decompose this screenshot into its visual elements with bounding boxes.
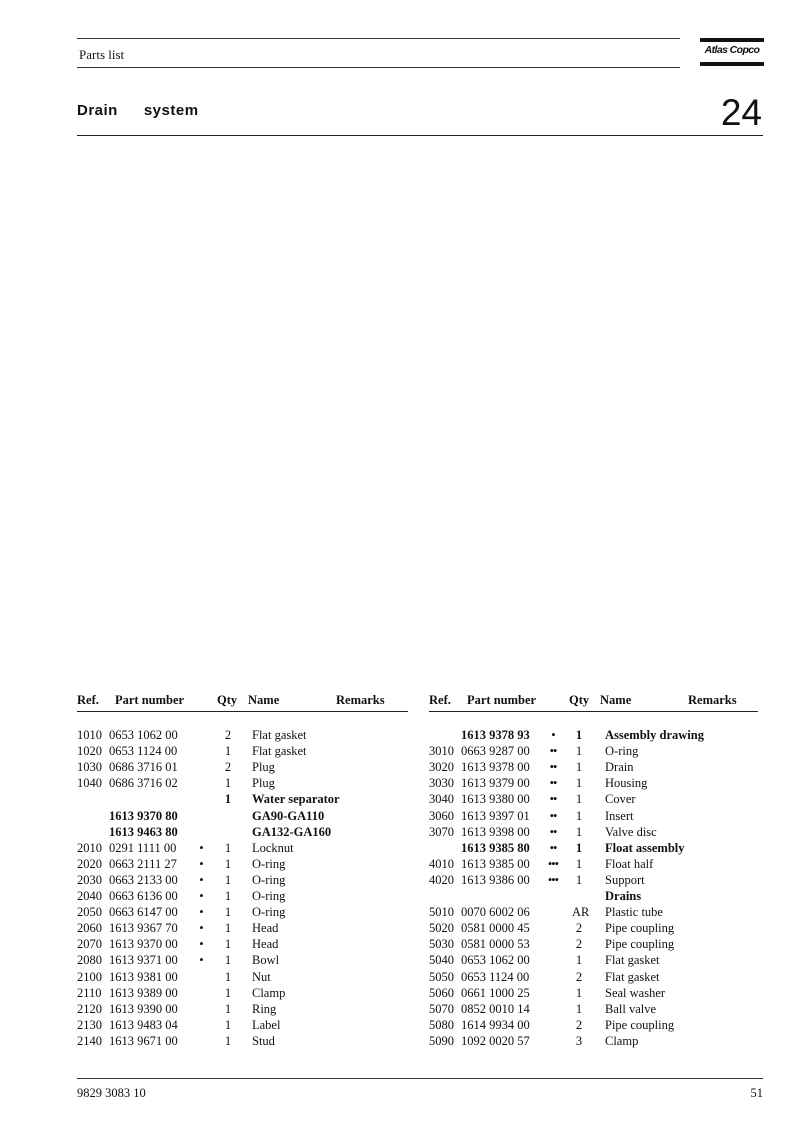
table-row — [77, 888, 408, 904]
cell-qty: 1 — [224, 792, 232, 807]
cell-name: O-ring — [252, 889, 286, 904]
cell-part-number: 0291 1111 00 — [109, 840, 177, 855]
cell-ref: 3060 — [429, 808, 454, 823]
table-body — [429, 711, 758, 1049]
cell-ref: 5090 — [429, 1033, 454, 1048]
cell-name: Nut — [252, 969, 271, 984]
cell-ref: 2130 — [77, 1017, 102, 1032]
cell-kit-marker: • — [199, 937, 203, 952]
table-row — [429, 808, 758, 824]
col-ref: Ref. — [429, 693, 451, 707]
cell-name: O-ring — [252, 856, 286, 871]
cell-qty: 1 — [224, 905, 232, 920]
cell-ref: 1030 — [77, 760, 102, 775]
cell-part-number: 1613 9463 80 — [109, 824, 178, 839]
cell-name: Clamp — [252, 985, 286, 1000]
col-part-number: Part number — [115, 693, 185, 707]
cell-ref: 3030 — [429, 776, 454, 791]
parts-table-left — [77, 693, 408, 1049]
cell-qty: 1 — [575, 744, 583, 759]
cell-ref: 5040 — [429, 953, 454, 968]
brand-text: Atlas Copco — [704, 44, 760, 56]
cell-name: O-ring — [252, 872, 286, 887]
cell-kit-marker: • — [199, 856, 203, 871]
cell-part-number: 0581 0000 45 — [461, 921, 530, 936]
table-row — [429, 888, 758, 904]
cell-name: Stud — [252, 1033, 275, 1048]
table-row — [429, 1001, 758, 1017]
cell-ref: 2100 — [77, 969, 102, 984]
cell-kit-marker: • — [551, 728, 555, 743]
table-row — [77, 727, 408, 743]
table-row — [77, 872, 408, 888]
cell-qty: 1 — [224, 1001, 232, 1016]
cell-part-number: 0663 2133 00 — [109, 872, 178, 887]
table-row — [77, 1001, 408, 1017]
table-row — [429, 1033, 758, 1049]
cell-part-number: 1613 9370 00 — [109, 937, 178, 952]
cell-name: Flat gasket — [605, 953, 660, 968]
cell-qty: 1 — [224, 1017, 232, 1032]
title-rule — [77, 135, 763, 136]
cell-part-number: 1613 9378 93 — [461, 728, 530, 743]
cell-part-number: 1613 9397 01 — [461, 808, 530, 823]
table-row — [429, 856, 758, 872]
cell-ref: 2110 — [77, 985, 102, 1000]
cell-qty: 2 — [224, 760, 232, 775]
cell-name: Seal washer — [605, 985, 666, 1000]
cell-ref: 2010 — [77, 840, 102, 855]
cell-kit-marker: •• — [549, 792, 557, 807]
cell-name: Clamp — [605, 1033, 639, 1048]
cell-qty: 1 — [575, 1001, 583, 1016]
cell-ref: 3070 — [429, 824, 454, 839]
table-row — [77, 759, 408, 775]
table-row — [77, 791, 408, 807]
cell-name: Pipe coupling — [605, 921, 675, 936]
cell-qty: 1 — [224, 744, 232, 759]
cell-qty: 1 — [224, 840, 232, 855]
table-row — [429, 824, 758, 840]
cell-part-number: 1614 9934 00 — [461, 1017, 530, 1032]
table-row — [429, 1017, 758, 1033]
table-row — [77, 969, 408, 985]
table-row — [429, 775, 758, 791]
cell-part-number: 1613 9483 04 — [109, 1017, 178, 1032]
cell-name: Assembly drawing — [605, 728, 704, 743]
cell-part-number: 0581 0000 53 — [461, 937, 530, 952]
cell-part-number: 0663 9287 00 — [461, 744, 530, 759]
table-row — [77, 952, 408, 968]
cell-name: Float half — [605, 856, 654, 871]
cell-qty: 2 — [575, 937, 583, 952]
cell-ref: 5060 — [429, 985, 454, 1000]
cell-name: Insert — [605, 808, 634, 823]
table-row — [429, 711, 758, 727]
cell-qty: 2 — [575, 921, 583, 936]
cell-part-number: 0661 1000 25 — [461, 985, 530, 1000]
cell-ref: 3020 — [429, 760, 454, 775]
cell-qty: 1 — [224, 937, 232, 952]
cell-name: O-ring — [605, 744, 639, 759]
cell-kit-marker: • — [199, 872, 203, 887]
cell-qty: 1 — [224, 985, 232, 1000]
cell-part-number: 1613 9386 00 — [461, 872, 530, 887]
cell-qty: 1 — [224, 969, 232, 984]
cell-kit-marker: •• — [549, 840, 557, 855]
table-row — [429, 727, 758, 743]
cell-qty: 1 — [224, 889, 232, 904]
cell-qty: 1 — [575, 840, 583, 855]
header-rule-bottom — [77, 67, 680, 68]
cell-ref: 5070 — [429, 1001, 454, 1016]
document-number: 9829 3083 10 — [77, 1086, 146, 1100]
table-row — [429, 759, 758, 775]
cell-name: Head — [252, 921, 279, 936]
cell-qty: 1 — [575, 953, 583, 968]
cell-qty: 3 — [575, 1033, 583, 1048]
col-name: Name — [248, 693, 280, 707]
parts-table-right — [429, 693, 758, 1049]
cell-name: Plug — [252, 760, 275, 775]
cell-qty: 2 — [224, 728, 232, 743]
table-row — [429, 743, 758, 759]
cell-name: Plug — [252, 776, 275, 791]
cell-ref: 2120 — [77, 1001, 102, 1016]
header-label: Parts list — [79, 47, 125, 62]
cell-name: Water separator — [252, 792, 340, 807]
cell-qty: 2 — [575, 969, 583, 984]
cell-name: Drains — [605, 889, 642, 904]
cell-part-number: 1613 9378 00 — [461, 760, 530, 775]
table-row — [77, 920, 408, 936]
cell-kit-marker: • — [199, 921, 203, 936]
cell-name: Pipe coupling — [605, 1017, 675, 1032]
cell-qty: 1 — [575, 760, 583, 775]
cell-ref: 5020 — [429, 921, 454, 936]
cell-qty: 1 — [224, 1033, 232, 1048]
cell-qty: 1 — [575, 808, 583, 823]
cell-name: GA90-GA110 — [252, 808, 325, 823]
cell-name: Float assembly — [605, 840, 685, 855]
cell-kit-marker: • — [199, 905, 203, 920]
page-number: 51 — [750, 1086, 763, 1100]
cell-qty: 1 — [575, 872, 583, 887]
cell-ref: 2060 — [77, 921, 102, 936]
cell-qty: AR — [572, 905, 590, 920]
cell-kit-marker: •• — [549, 744, 557, 759]
cell-part-number: 0686 3716 02 — [109, 776, 178, 791]
table-row — [77, 808, 408, 824]
cell-kit-marker: • — [199, 889, 203, 904]
cell-ref: 2040 — [77, 889, 102, 904]
cell-name: Drain — [605, 760, 634, 775]
cell-name: Flat gasket — [252, 728, 307, 743]
cell-qty: 1 — [575, 985, 583, 1000]
cell-ref: 2020 — [77, 856, 102, 871]
cell-part-number: 1613 9398 00 — [461, 824, 530, 839]
cell-kit-marker: ••• — [547, 856, 559, 871]
cell-name: Bowl — [252, 953, 280, 968]
cell-part-number: 0663 6147 00 — [109, 905, 178, 920]
table-row — [77, 904, 408, 920]
cell-qty: 1 — [224, 776, 232, 791]
page-title — [77, 102, 199, 119]
col-remarks: Remarks — [336, 693, 385, 707]
cell-name: Valve disc — [605, 824, 657, 839]
cell-name: Support — [605, 872, 645, 887]
cell-part-number: 0852 0010 14 — [461, 1001, 530, 1016]
cell-part-number: 1613 9371 00 — [109, 953, 178, 968]
table-row — [77, 856, 408, 872]
cell-part-number: 1613 9370 80 — [109, 808, 178, 823]
cell-ref: 2140 — [77, 1033, 102, 1048]
col-qty: Qty — [569, 693, 590, 707]
cell-kit-marker: • — [199, 953, 203, 968]
cell-kit-marker: • — [199, 840, 203, 855]
cell-part-number: 1613 9379 00 — [461, 776, 530, 791]
cell-ref: 4010 — [429, 856, 454, 871]
cell-name: Ring — [252, 1001, 277, 1016]
chapter-number: 24 — [720, 92, 762, 133]
table-row — [429, 840, 758, 856]
cell-ref: 1020 — [77, 744, 102, 759]
table-header — [429, 693, 758, 711]
cell-ref: 5010 — [429, 905, 454, 920]
cell-name: Flat gasket — [252, 744, 307, 759]
table-row — [429, 952, 758, 968]
cell-name: Pipe coupling — [605, 937, 675, 952]
cell-kit-marker: •• — [549, 808, 557, 823]
col-name: Name — [600, 693, 632, 707]
cell-kit-marker: •• — [549, 824, 557, 839]
cell-qty: 1 — [575, 776, 583, 791]
cell-part-number: 0653 1062 00 — [461, 953, 530, 968]
cell-part-number: 1613 9385 80 — [461, 840, 530, 855]
table-row — [429, 872, 758, 888]
table-row — [429, 985, 758, 1001]
table-row — [77, 711, 408, 727]
atlas-copco-logo — [700, 38, 764, 68]
cell-name: Label — [252, 1017, 281, 1032]
cell-qty: 1 — [224, 953, 232, 968]
cell-ref: 5080 — [429, 1017, 454, 1032]
cell-kit-marker: •• — [549, 776, 557, 791]
cell-name: Cover — [605, 792, 636, 807]
cell-part-number: 1613 9367 70 — [109, 921, 178, 936]
cell-kit-marker: •• — [549, 760, 557, 775]
cell-qty: 1 — [575, 728, 583, 743]
cell-part-number: 0070 6002 06 — [461, 905, 530, 920]
cell-ref: 1010 — [77, 728, 102, 743]
cell-part-number: 0653 1062 00 — [109, 728, 178, 743]
cell-name: O-ring — [252, 905, 286, 920]
cell-ref: 1040 — [77, 776, 102, 791]
cell-part-number: 1613 9385 00 — [461, 856, 530, 871]
cell-part-number: 0686 3716 01 — [109, 760, 178, 775]
cell-name: Locknut — [252, 840, 294, 855]
cell-part-number: 1613 9390 00 — [109, 1001, 178, 1016]
col-remarks: Remarks — [688, 693, 737, 707]
cell-kit-marker: ••• — [547, 872, 559, 887]
cell-name: GA132-GA160 — [252, 824, 332, 839]
cell-qty: 1 — [575, 792, 583, 807]
table-body — [77, 711, 408, 1049]
table-row — [429, 904, 758, 920]
cell-qty: 1 — [224, 872, 232, 887]
table-row — [429, 936, 758, 952]
cell-ref: 4020 — [429, 872, 454, 887]
table-row — [77, 985, 408, 1001]
col-qty: Qty — [217, 693, 238, 707]
table-row — [429, 920, 758, 936]
cell-ref: 3010 — [429, 744, 454, 759]
title-word-2: system — [143, 102, 199, 119]
cell-part-number: 1613 9380 00 — [461, 792, 530, 807]
cell-name: Plastic tube — [605, 905, 663, 920]
header-rule-top — [77, 38, 680, 39]
table-row — [77, 1033, 408, 1049]
table-row — [77, 775, 408, 791]
cell-part-number: 1092 0020 57 — [461, 1033, 530, 1048]
cell-part-number: 0663 2111 27 — [109, 856, 177, 871]
table-row — [77, 824, 408, 840]
cell-ref: 5050 — [429, 969, 454, 984]
table-row — [429, 791, 758, 807]
table-row — [77, 1017, 408, 1033]
table-row — [77, 936, 408, 952]
cell-name: Ball valve — [605, 1001, 657, 1016]
cell-ref: 2070 — [77, 937, 102, 952]
table-header — [77, 693, 408, 711]
cell-part-number: 0653 1124 00 — [109, 744, 178, 759]
cell-qty: 1 — [575, 856, 583, 871]
cell-ref: 2030 — [77, 872, 102, 887]
cell-part-number: 1613 9381 00 — [109, 969, 178, 984]
cell-ref: 2050 — [77, 905, 102, 920]
cell-part-number: 0663 6136 00 — [109, 889, 178, 904]
cell-qty: 1 — [224, 921, 232, 936]
table-row — [429, 969, 758, 985]
cell-ref: 2080 — [77, 953, 102, 968]
cell-part-number: 0653 1124 00 — [461, 969, 530, 984]
title-word-1: Drain — [77, 102, 118, 119]
cell-qty: 1 — [224, 856, 232, 871]
col-part-number: Part number — [467, 693, 537, 707]
cell-qty: 1 — [575, 824, 583, 839]
footer-rule — [77, 1078, 763, 1079]
cell-name: Housing — [605, 776, 648, 791]
cell-qty: 2 — [575, 1017, 583, 1032]
table-row — [77, 840, 408, 856]
col-ref: Ref. — [77, 693, 99, 707]
cell-part-number: 1613 9389 00 — [109, 985, 178, 1000]
cell-name: Head — [252, 937, 279, 952]
cell-ref: 5030 — [429, 937, 454, 952]
cell-name: Flat gasket — [605, 969, 660, 984]
cell-part-number: 1613 9671 00 — [109, 1033, 178, 1048]
cell-ref: 3040 — [429, 792, 454, 807]
table-row — [77, 743, 408, 759]
